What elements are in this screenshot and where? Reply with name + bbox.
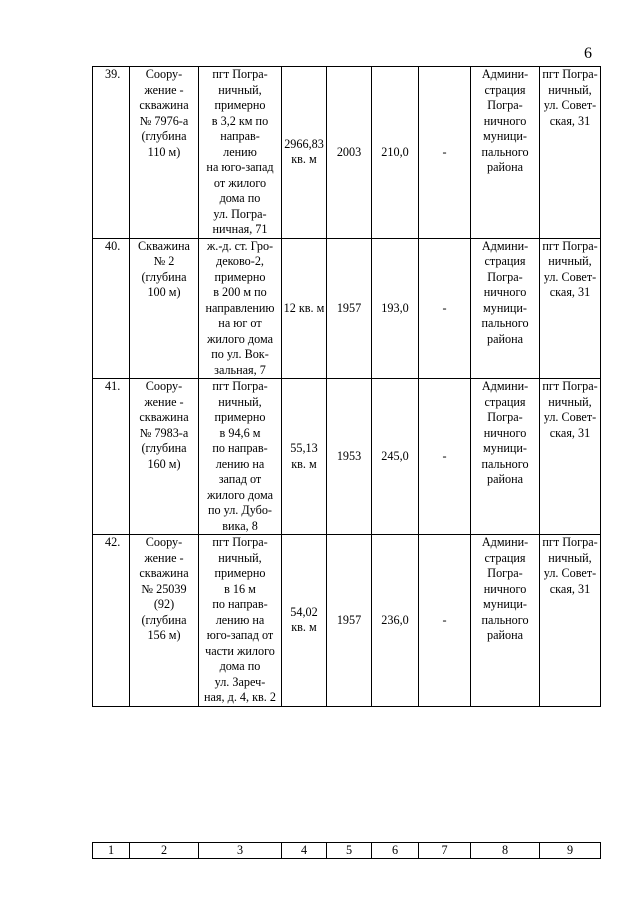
object-depth: 193,0 xyxy=(372,238,419,379)
object-depth: 245,0 xyxy=(372,379,419,535)
object-holder: Админи- страция Погра- ничного муници- пального района xyxy=(471,238,540,379)
object-holder: Админи- страция Погра- ничного муници- пального района xyxy=(471,535,540,707)
object-holder: Админи- страция Погра- ничного муници- пального района xyxy=(471,379,540,535)
object-area: 12 кв. м xyxy=(282,238,327,379)
column-number: 3 xyxy=(199,843,282,859)
object-name: Скважина № 2 (глубина 100 м) xyxy=(130,238,199,379)
holder-address: пгт Погра- ничный, ул. Совет- ская, 31 xyxy=(540,379,601,535)
column-number: 2 xyxy=(130,843,199,859)
column-number: 5 xyxy=(327,843,372,859)
column-number: 4 xyxy=(282,843,327,859)
row-number: 39. xyxy=(93,67,130,239)
column-number: 8 xyxy=(471,843,540,859)
row-number: 40. xyxy=(93,238,130,379)
object-year: 1957 xyxy=(327,238,372,379)
object-location: пгт Погра- ничный, примерно в 16 м по направ- лению на юго-запад от части жилого дома по ул. Зареч- ная, д. 4, кв. 2 xyxy=(199,535,282,707)
holder-address: пгт Погра- ничный, ул. Совет- ская, 31 xyxy=(540,67,601,239)
object-area: 54,02 кв. м xyxy=(282,535,327,707)
column-numbers-table xyxy=(92,842,601,859)
row-number: 41. xyxy=(93,379,130,535)
object-location: ж.-д. ст. Гро- деково-2, примерно в 200 м по направлению на юг от жилого дома по ул. Вок- зальная, 7 xyxy=(199,238,282,379)
holder-address: пгт Погра- ничный, ул. Совет- ская, 31 xyxy=(540,535,601,707)
object-col7: - xyxy=(419,238,471,379)
column-number: 6 xyxy=(372,843,419,859)
table-row xyxy=(93,238,601,379)
column-numbers-row xyxy=(93,843,601,859)
object-location: пгт Погра- ничный, примерно в 3,2 км по направ- лению на юго-запад от жилого дома по ул. Погра- ничная, 71 xyxy=(199,67,282,239)
holder-address: пгт Погра- ничный, ул. Совет- ская, 31 xyxy=(540,238,601,379)
object-depth: 236,0 xyxy=(372,535,419,707)
row-number: 42. xyxy=(93,535,130,707)
wells-table xyxy=(92,66,601,707)
object-col7: - xyxy=(419,379,471,535)
object-year: 1953 xyxy=(327,379,372,535)
column-number: 7 xyxy=(419,843,471,859)
column-number: 9 xyxy=(540,843,601,859)
page-number: 6 xyxy=(584,45,592,62)
object-year: 2003 xyxy=(327,67,372,239)
object-name: Соору- жение - скважина № 7976-а (глубина 110 м) xyxy=(130,67,199,239)
column-number: 1 xyxy=(93,843,130,859)
table-row xyxy=(93,535,601,707)
object-holder: Админи- страция Погра- ничного муници- пального района xyxy=(471,67,540,239)
object-area: 55,13 кв. м xyxy=(282,379,327,535)
object-depth: 210,0 xyxy=(372,67,419,239)
table-row xyxy=(93,67,601,239)
object-name: Соору- жение - скважина № 25039 (92) (глубина 156 м) xyxy=(130,535,199,707)
object-location: пгт Погра- ничный, примерно в 94,6 м по направ- лению на запад от жилого дома по ул. Дубо- вика, 8 xyxy=(199,379,282,535)
object-name: Соору- жение - скважина № 7983-а (глубина 160 м) xyxy=(130,379,199,535)
object-col7: - xyxy=(419,67,471,239)
object-year: 1957 xyxy=(327,535,372,707)
table-row xyxy=(93,379,601,535)
object-area: 2966,83 кв. м xyxy=(282,67,327,239)
object-col7: - xyxy=(419,535,471,707)
